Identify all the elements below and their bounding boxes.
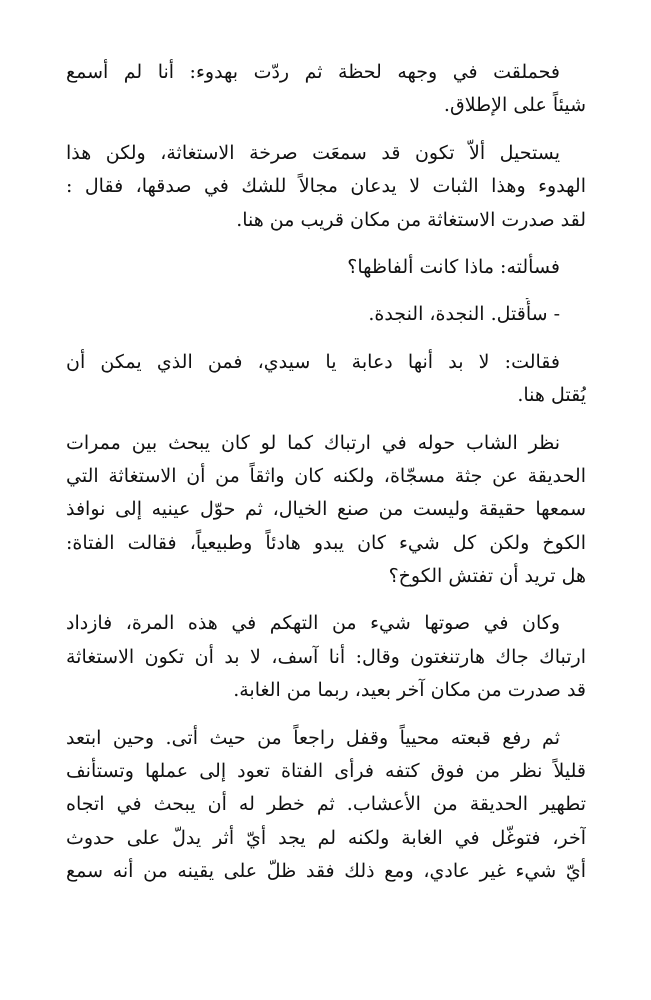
paragraph (66, 607, 586, 707)
text-line (66, 204, 586, 237)
text-line (66, 298, 586, 331)
paragraph (66, 722, 586, 889)
line-text: سمعها حقيقة وليست من صنع الخيال، ثم حوّل عينيه إلى نوافذ (66, 498, 586, 521)
line-text: فحملقت في وجهه لحظة ثم ردّت بهدوء: أنا لم أسمع (66, 61, 560, 83)
line-text: الهدوء وهذا الثبات لا يدعان مجالاً للشك في صدقها، فقال : (66, 175, 586, 198)
text-line (66, 674, 586, 707)
line-text: شيئاً على الإطلاق. (443, 94, 586, 117)
paragraph (66, 137, 586, 237)
page-text (66, 56, 586, 903)
paragraph (66, 56, 586, 123)
line-text: آخر، فتوغّل في الغابة ولكنه لم يجد أيّ أثر يدلّ على حدوث (66, 826, 586, 849)
line-text: يُقتل هنا. (517, 384, 586, 407)
text-line (66, 788, 586, 821)
text-line (66, 560, 586, 593)
line-text: ارتباك جاك هارتنغتون وقال: أنا آسف، لا بد أن تكون الاستغاثة (66, 645, 586, 668)
line-text: تطهير الحديقة من الأعشاب. ثم خطر له أن يبحث في اتجاه (66, 793, 586, 816)
line-text: هل تريد أن تفتش الكوخ؟ (388, 565, 586, 588)
text-line (66, 137, 586, 170)
line-text: نظر الشاب حوله في ارتباك كما لو كان يبحث بين ممرات (66, 431, 560, 454)
paragraph (66, 251, 586, 284)
paragraph (66, 346, 586, 413)
text-line (66, 641, 586, 674)
line-text: قد صدرت من مكان آخر بعيد، ربما من الغابة. (233, 679, 586, 702)
text-line (66, 251, 586, 284)
text-line (66, 379, 586, 412)
text-line (66, 427, 586, 460)
line-text: الحديقة عن جثة مسجّاة، ولكنه كان واثقاً من أن الاستغاثة التي (66, 464, 586, 487)
line-text: يستحيل ألاّ تكون قد سمعَت صرخة الاستغاثة، ولكن هذا (66, 141, 560, 164)
line-text: قليلاً نظر من فوق كتفه فرأى الفتاة تعود إلى عملها وتستأنف (66, 760, 586, 783)
text-line (66, 170, 586, 203)
line-text: أيّ شيء غير عادي، ومع ذلك فقد ظلّ على يقينه من أنه سمع (66, 860, 586, 883)
paragraph (66, 427, 586, 594)
line-text: - سأُقتل. النجدة، النجدة. (368, 303, 560, 326)
text-line (66, 527, 586, 560)
text-line (66, 460, 586, 493)
text-line (66, 822, 586, 855)
text-line (66, 722, 586, 755)
text-line (66, 493, 586, 526)
paragraph (66, 298, 586, 331)
line-text: لقد صدرت الاستغاثة من مكان قريب من هنا. (236, 208, 586, 231)
text-line (66, 89, 586, 122)
line-text: ثم رفع قبعته محيياً وقفل راجعاً من حيث أتى. وحين ابتعد (66, 726, 560, 749)
text-line (66, 346, 586, 379)
line-text: الكوخ ولكن كل شيء كان يبدو هادئاً وطبيعياً، فقالت الفتاة: (66, 531, 586, 554)
line-text: فقالت: لا بد أنها دعابة يا سيدي، فمن الذي يمكن أن (66, 350, 560, 373)
line-text: فسألته: ماذا كانت ألفاظها؟ (347, 255, 560, 278)
text-line (66, 855, 586, 888)
text-line (66, 56, 586, 89)
text-line (66, 755, 586, 788)
line-text: وكان في صوتها شيء من التهكم في هذه المرة، فازداد (66, 612, 560, 635)
text-line (66, 607, 586, 640)
